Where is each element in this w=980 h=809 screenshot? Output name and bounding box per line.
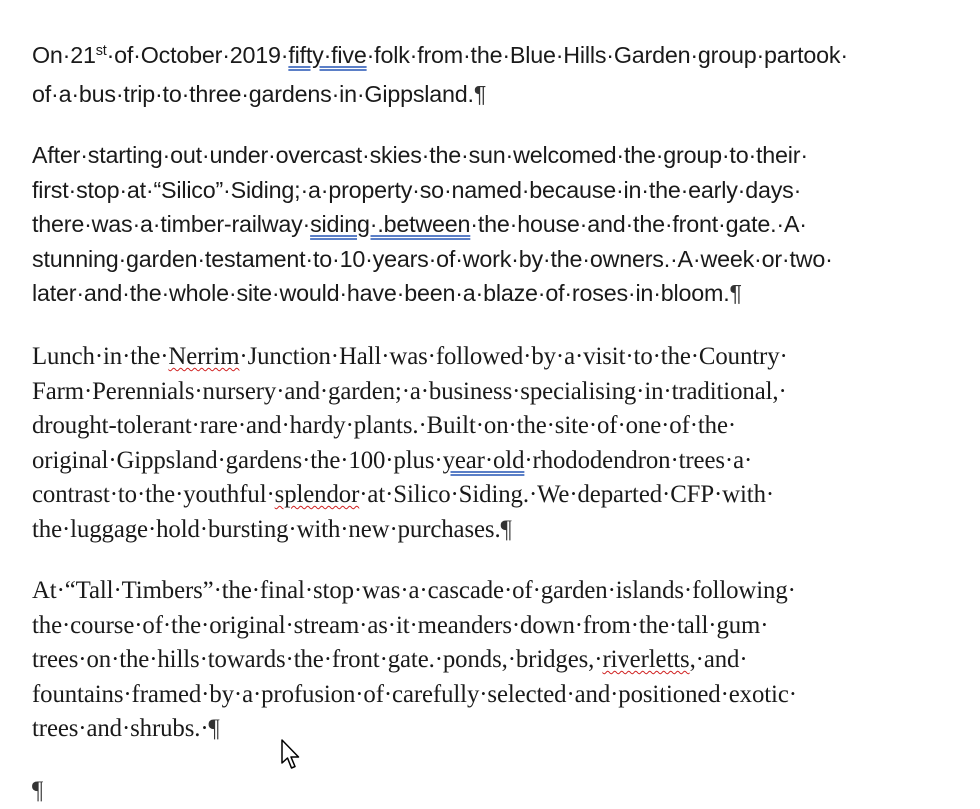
line	[32, 77, 848, 112]
text-run: ·Junction·Hall·was·followed·by·a·visit·to·the·Country·	[239, 343, 788, 370]
spelling-flagged-text[interactable]: Nerrim	[168, 343, 240, 370]
spelling-flagged-text[interactable]: splendor	[274, 481, 360, 508]
line: At·“Tall·Timbers”·the·final·stop·was·a·cascade·of·garden·islands·following·	[32, 577, 796, 604]
paragraph-3[interactable]	[32, 340, 788, 547]
text-run: of·a·bus·trip·to·three·gardens·in·Gippsland.	[32, 80, 474, 107]
grammar-flagged-text[interactable]: siding·.between	[310, 211, 471, 237]
text-run: ·the·house·and·the·front·gate.·A·	[470, 211, 807, 237]
line	[32, 276, 833, 311]
pilcrow-mark: ¶	[32, 777, 44, 804]
line	[32, 207, 833, 242]
pilcrow-mark: ¶	[729, 280, 742, 306]
grammar-flagged-text[interactable]: year·old	[442, 446, 525, 474]
line: Farm·Perennials·nursery·and·garden;·a·business·specialising·in·traditional,·	[32, 377, 787, 405]
pilcrow-mark: ¶	[208, 715, 220, 742]
paragraph-2[interactable]	[32, 138, 833, 311]
empty-paragraph[interactable]	[32, 774, 43, 809]
line	[32, 340, 788, 375]
text-run: ·folk·from·the·Blue·Hills·Garden·group·partook·	[366, 42, 848, 68]
pilcrow-mark: ¶	[473, 80, 487, 107]
text-run: Lunch·in·the·	[32, 343, 169, 370]
line	[32, 38, 848, 77]
paragraph-1[interactable]	[32, 38, 848, 111]
grammar-flagged-text[interactable]: fifty·five	[288, 42, 367, 68]
text-run: ·of·October·2019·	[106, 42, 289, 68]
line	[32, 444, 788, 479]
text-run: there·was·a·timber-railway·	[32, 211, 311, 237]
text-run: later·and·the·whole·site·would·have·been·a·blaze·of·roses·in·bloom.	[32, 280, 730, 306]
text-run: On·21	[32, 42, 96, 68]
text-run: original·Gippsland·gardens·the·100·plus·	[32, 446, 443, 474]
line	[32, 774, 43, 809]
text-run: ·rhododendron·trees·a·	[524, 446, 753, 474]
line	[32, 712, 797, 747]
pilcrow-mark: ¶	[500, 515, 512, 543]
line: fountains·framed·by·a·profusion·of·carefully·selected·and·positioned·exotic·	[32, 680, 797, 708]
line: stunning·garden·testament·to·10·years·of·work·by·the·owners.·A·week·or·two·	[32, 245, 833, 272]
text-run: contrast·to·the·youthful·	[32, 481, 275, 508]
text-run: trees·on·the·hills·towards·the·front·gate.·ponds,·bridges,·	[32, 646, 603, 673]
text-run: ,·and·	[689, 646, 748, 673]
line	[32, 643, 797, 678]
line: After·starting·out·under·overcast·skies·the·sun·welcomed·the·group·to·their·	[32, 142, 808, 168]
superscript: st	[95, 43, 107, 60]
line: drought-tolerant·rare·and·hardy·plants.·Built·on·the·site·of·one·of·the·	[32, 412, 737, 439]
spelling-flagged-text[interactable]: riverletts	[602, 646, 690, 673]
mouse-pointer-icon	[280, 738, 302, 772]
paragraph-4[interactable]	[32, 574, 797, 747]
line: first·stop·at·“Silico”·Siding;·a·property·so·named·because·in·the·early·days·	[32, 176, 802, 203]
text-run: trees·and·shrubs.·	[32, 715, 209, 742]
line	[32, 513, 788, 548]
text-run: the·luggage·hold·bursting·with·new·purchases.	[32, 515, 501, 543]
line	[32, 478, 788, 513]
line: the·course·of·the·original·stream·as·it·meanders·down·from·the·tall·gum·	[32, 611, 769, 639]
text-run: ·at·Silico·Siding.·We·departed·CFP·with·	[359, 481, 775, 508]
